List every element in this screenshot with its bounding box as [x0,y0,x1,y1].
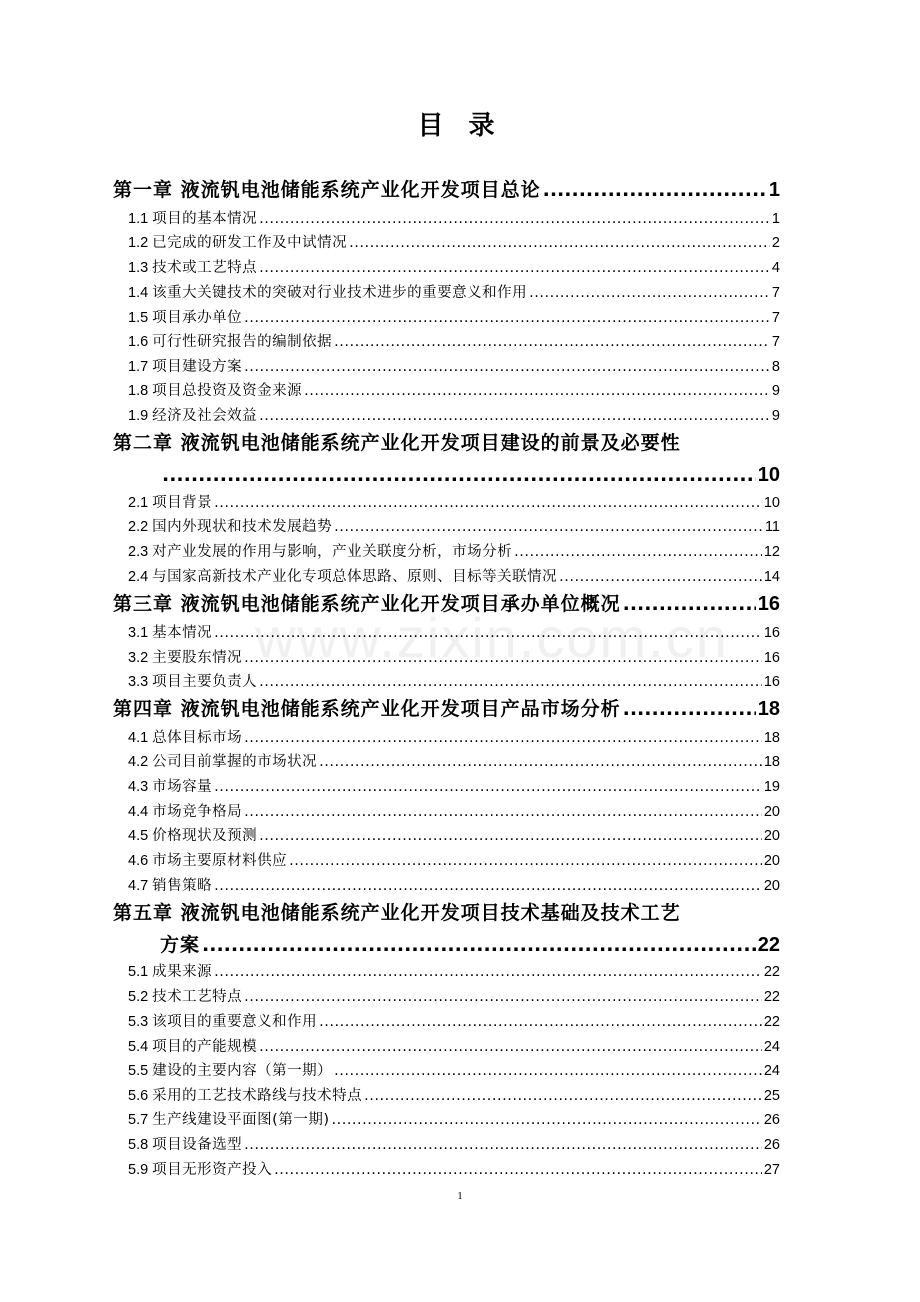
toc-section-entry[interactable] [128,540,780,564]
dot-leader [259,1035,762,1059]
toc-chapter-entry[interactable] [113,177,780,203]
toc-chapter-continuation[interactable] [160,932,780,958]
toc-page-number: 24 [763,1039,780,1055]
toc-section-entry[interactable] [128,379,780,403]
toc-entry-text: 市场容量 [152,779,213,795]
toc-chapter-entry[interactable] [113,430,780,456]
toc-section-entry[interactable] [128,1059,780,1083]
toc-entry-text: 项目总投资及资金来源 [152,383,303,399]
toc-page-number: 16 [763,674,780,690]
toc-entry-text: 建设的主要内容（第一期） [152,1063,333,1079]
toc-section-number: 3.3 [128,674,149,690]
toc-page-number: 18 [757,698,780,720]
toc-section-number: 5.1 [128,964,149,980]
toc-section-number: 4.5 [128,828,149,844]
toc-section-number: 1.7 [128,359,149,375]
toc-section-entry[interactable] [128,491,780,515]
toc-section-entry[interactable] [128,726,780,750]
toc-section-number: 5.5 [128,1063,149,1079]
dot-leader [244,985,762,1009]
toc-entry-text: 该重大关键技术的突破对行业技术进步的重要意义和作用 [152,285,528,301]
toc-section-entry[interactable] [128,404,780,428]
toc-section-entry[interactable] [128,849,780,873]
toc-title: 目 录 [417,111,503,141]
toc-section-entry[interactable] [128,1108,780,1132]
toc-entry-text: 项目主要负责人 [152,674,258,690]
dot-leader [334,515,763,539]
toc-entry-text: 公司目前掌握的市场状况 [152,754,318,770]
toc-section-number: 4.3 [128,779,149,795]
toc-chapter-entry[interactable] [113,900,780,926]
toc-section-entry[interactable] [128,775,780,799]
toc-page-number: 11 [764,519,780,535]
toc-section-entry[interactable] [128,800,780,824]
toc-page-number: 9 [771,408,780,424]
toc-page-number: 14 [763,569,780,585]
toc-section-entry[interactable] [128,960,780,984]
toc-chapter-entry[interactable] [113,696,780,722]
dot-leader [214,621,762,645]
toc-page-number: 16 [757,593,780,615]
toc-page-number: 9 [771,383,780,399]
page-number: 1 [457,1190,463,1202]
dot-leader [334,1059,762,1083]
toc-entry-text: 方案 [160,934,201,956]
dot-leader [202,932,756,958]
dot-leader [244,355,770,379]
toc-section-entry[interactable] [128,306,780,330]
toc-section-number: 4.6 [128,853,149,869]
toc-section-entry[interactable] [128,985,780,1009]
toc-chapter-continuation[interactable] [160,462,780,488]
toc-page-number: 8 [771,359,780,375]
dot-leader [259,824,762,848]
toc-section-number: 4.7 [128,878,149,894]
toc-entry-text: 第一章 液流钒电池储能系统产业化开发项目总论 [113,179,541,201]
toc-section-number: 1.1 [128,211,149,227]
dot-leader [623,591,756,617]
toc-page-number: 16 [763,625,780,641]
dot-leader [244,726,762,750]
toc-entry-text: 成果来源 [152,964,213,980]
toc-page-number: 10 [763,495,780,511]
toc-page-number: 18 [763,730,780,746]
toc-section-number: 5.4 [128,1039,149,1055]
dot-leader [334,330,770,354]
toc-section-number: 1.6 [128,334,149,350]
toc-section-entry[interactable] [128,1035,780,1059]
toc-entry-text: 销售策略 [152,878,213,894]
toc-page-number: 22 [763,1014,780,1030]
dot-leader [214,491,762,515]
toc-section-number: 4.2 [128,754,149,770]
toc-page-number: 20 [763,853,780,869]
toc-section-entry[interactable] [128,1158,780,1182]
toc-entry-text: 生产线建设平面图(第一期) [152,1112,330,1128]
toc-section-number: 1.5 [128,310,149,326]
toc-section-number: 5.3 [128,1014,149,1030]
toc-entry-text: 国内外现状和技术发展趋势 [152,519,333,535]
toc-section-entry[interactable] [128,565,780,589]
toc-page-number: 1 [771,211,780,227]
dot-leader [514,540,762,564]
toc-entry-text: 该项目的重要意义和作用 [152,1014,318,1030]
toc-entry-text: 项目设备选型 [152,1137,243,1153]
toc-section-number: 4.4 [128,804,149,820]
toc-page-number: 25 [763,1088,780,1104]
toc-entry-text: 对产业发展的作用与影响，产业关联度分析，市场分析 [152,544,513,560]
toc-page-number: 27 [763,1162,780,1178]
toc-section-entry[interactable] [128,824,780,848]
toc-entry-text: 技术或工艺特点 [152,260,258,276]
dot-leader [319,1010,762,1034]
dot-leader [332,1108,762,1132]
dot-leader [304,379,770,403]
toc-entry-text: 采用的工艺技术路线与技术特点 [152,1088,363,1104]
toc-page-number: 26 [763,1112,780,1128]
toc-section-entry[interactable] [128,281,780,305]
dot-leader [162,462,756,488]
toc-section-entry[interactable] [128,621,780,645]
toc-entry-text: 第二章 液流钒电池储能系统产业化开发项目建设的前景及必要性 [113,432,681,454]
toc-section-number: 1.3 [128,260,149,276]
toc-section-number: 5.2 [128,989,149,1005]
toc-entry-text: 技术工艺特点 [152,989,243,1005]
toc-entry-text: 第三章 液流钒电池储能系统产业化开发项目承办单位概况 [113,593,621,615]
toc-section-entry[interactable] [128,874,780,898]
toc-entry-text: 第四章 液流钒电池储能系统产业化开发项目产品市场分析 [113,698,621,720]
dot-leader [214,775,762,799]
toc-page-number: 26 [763,1137,780,1153]
dot-leader [319,750,762,774]
toc-section-number: 5.7 [128,1112,149,1128]
dot-leader [259,670,762,694]
toc-page-number: 20 [763,828,780,844]
toc-entry-text: 项目承办单位 [152,310,243,326]
toc-section-entry[interactable] [128,515,780,539]
toc-section-number: 5.6 [128,1088,149,1104]
toc-section-entry[interactable] [128,207,780,231]
toc-entry-text: 经济及社会效益 [152,408,258,424]
toc-entry-text: 项目的产能规模 [152,1039,258,1055]
dot-leader [623,696,756,722]
toc-page-number: 24 [763,1063,780,1079]
toc-section-number: 1.9 [128,408,149,424]
dot-leader [214,874,762,898]
toc-page-number: 12 [763,544,780,560]
toc-section-entry[interactable] [128,355,780,379]
dot-leader [289,849,762,873]
dot-leader [259,207,770,231]
dot-leader [559,565,762,589]
toc-section-entry[interactable] [128,750,780,774]
dot-leader [274,1158,762,1182]
toc-page-number: 7 [771,310,780,326]
dot-leader [244,306,770,330]
toc-entry-text: 总体目标市场 [152,730,243,746]
toc-section-number: 1.2 [128,235,149,251]
toc-section-number: 2.3 [128,544,149,560]
dot-leader [244,1133,762,1157]
toc-section-entry[interactable] [128,670,780,694]
toc-entry-text: 项目建设方案 [152,359,243,375]
toc-section-entry[interactable] [128,646,780,670]
toc-entry-text: 市场竞争格局 [152,804,243,820]
toc-page-number: 22 [757,934,780,956]
dot-leader [364,1084,762,1108]
toc-chapter-entry[interactable] [113,591,780,617]
dot-leader [529,281,770,305]
dot-leader [244,646,762,670]
dot-leader [214,960,762,984]
toc-section-entry[interactable] [128,1010,780,1034]
toc-section-number: 5.8 [128,1137,149,1153]
dot-leader [259,404,770,428]
toc-entry-text: 市场主要原材料供应 [152,853,288,869]
toc-section-number: 3.1 [128,625,149,641]
toc-entry-text: 第五章 液流钒电池储能系统产业化开发项目技术基础及技术工艺 [113,902,681,924]
toc-entry-text: 项目背景 [152,495,213,511]
toc-section-number: 1.4 [128,285,149,301]
toc-page-number: 20 [763,878,780,894]
toc-section-entry[interactable] [128,1084,780,1108]
toc-page-number: 22 [763,989,780,1005]
toc-entry-text: 主要股东情况 [152,650,243,666]
toc-entry-text: 项目无形资产投入 [152,1162,273,1178]
toc-page-number: 18 [763,754,780,770]
dot-leader [259,256,770,280]
toc-page-number: 19 [763,779,780,795]
toc-section-number: 5.9 [128,1162,149,1178]
toc-section-entry[interactable] [128,1133,780,1157]
watermark: www.zixin.com.cn [255,606,729,669]
toc-entry-text: 与国家高新技术产业化专项总体思路、原则、目标等关联情况 [152,569,558,585]
dot-leader [543,177,767,203]
dot-leader [244,800,762,824]
toc-entry-text: 基本情况 [152,625,213,641]
toc-entry-text: 已完成的研发工作及中试情况 [152,235,348,251]
toc-entry-text: 项目的基本情况 [152,211,258,227]
toc-section-number: 1.8 [128,383,149,399]
toc-page-number: 7 [771,334,780,350]
toc-page-number: 16 [763,650,780,666]
toc-section-entry[interactable] [128,231,780,255]
toc-page-number: 7 [771,285,780,301]
toc-entry-text: 价格现状及预测 [152,828,258,844]
toc-page-number: 4 [771,260,780,276]
toc-page-number: 1 [768,179,780,201]
toc-page-number: 10 [757,464,780,486]
toc-entry-text: 可行性研究报告的编制依据 [152,334,333,350]
toc-page-number: 22 [763,964,780,980]
toc-section-number: 2.4 [128,569,149,585]
toc-page-number: 2 [771,235,780,251]
toc-section-number: 4.1 [128,730,149,746]
toc-page-number: 20 [763,804,780,820]
dot-leader [349,231,770,255]
toc-section-number: 2.1 [128,495,149,511]
toc-section-number: 2.2 [128,519,149,535]
toc-section-entry[interactable] [128,256,780,280]
toc-section-entry[interactable] [128,330,780,354]
toc-section-number: 3.2 [128,650,149,666]
